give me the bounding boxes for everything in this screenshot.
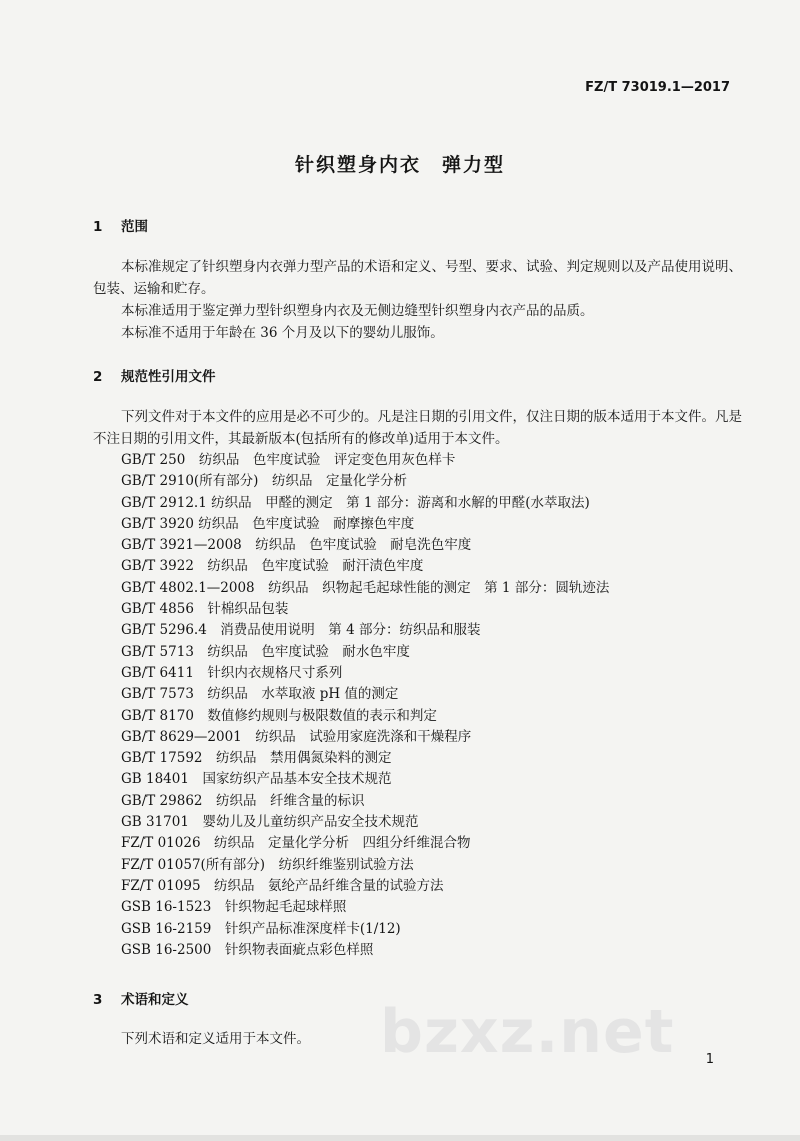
reference-item: GB/T 250 纺织品 色牢度试验 评定变色用灰色样卡 (121, 452, 456, 468)
reference-item: GB 31701 婴幼儿及儿童纺织产品安全技术规范 (121, 814, 419, 831)
reference-item: GB/T 6411 针织内衣规格尺寸系列 (121, 664, 343, 681)
reference-item: GB/T 2912.1 纺织品 甲醛的测定 第 1 部分：游离和水解的甲醛(水萃取法) (121, 494, 590, 511)
reference-item: GB/T 4802.1—2008 纺织品 织物起毛起球性能的测定 第 1 部分：圆轨迹法 (121, 579, 610, 596)
document-number: FZ/T 73019.1—2017 (585, 80, 730, 95)
reference-list (121, 450, 609, 961)
reference-item: GB/T 29862 纺织品 纤维含量的标识 (121, 792, 365, 809)
reference-item: GB/T 2910(所有部分) 纺织品 定量化学分析 (121, 473, 407, 490)
page-bottom-edge (0, 1135, 800, 1141)
reference-item: GB/T 5296.4 消费品使用说明 第 4 部分：纺织品和服装 (121, 622, 481, 639)
section-number: 2 (93, 369, 103, 385)
document-title: 针织塑身内衣 弹力型 (294, 154, 505, 176)
reference-item: GB/T 4856 针棉织品包装 (121, 601, 289, 618)
reference-item: FZ/T 01095 纺织品 氨纶产品纤维含量的试验方法 (121, 877, 444, 894)
reference-item: GB/T 8629—2001 纺织品 试验用家庭洗涤和干燥程序 (121, 728, 472, 745)
paragraph: 下列术语和定义适用于本文件。 (121, 1031, 310, 1047)
reference-item: FZ/T 01057(所有部分) 纺织纤维鉴别试验方法 (121, 856, 414, 873)
reference-item: GB/T 3922 纺织品 色牢度试验 耐汗渍色牢度 (121, 558, 424, 575)
reference-item: GSB 16-2500 针织物表面疵点彩色样照 (121, 941, 374, 958)
paragraph: 下列文件对于本文件的应用是必不可少的。凡是注日期的引用文件，仅注日期的版本适用于本文件。凡是不注日期的引用文件，其最新版本(包括所有的修改单)适用于本文件。 (93, 409, 742, 447)
reference-item: GB/T 5713 纺织品 色牢度试验 耐水色牢度 (121, 643, 410, 660)
section-title: 规范性引用文件 (121, 369, 216, 385)
section-number: 1 (93, 219, 103, 235)
section-number: 3 (93, 992, 103, 1008)
reference-item: GB/T 3921—2008 纺织品 色牢度试验 耐皂洗色牢度 (121, 537, 472, 554)
section-3-heading (93, 988, 189, 1008)
paragraph: 本标准不适用于年龄在 36 个月及以下的婴幼儿服饰。 (121, 325, 444, 341)
section-title: 范围 (121, 219, 148, 235)
reference-item: GSB 16-1523 针织物起毛起球样照 (121, 899, 347, 916)
section-1-heading (93, 215, 148, 235)
paragraph: 本标准规定了针织塑身内衣弹力型产品的术语和定义、号型、要求、试验、判定规则以及产品使用说明、包装、运输和贮存。 (93, 259, 742, 297)
watermark: bzxz.net (380, 997, 675, 1067)
page-number: 1 (705, 1052, 714, 1067)
reference-item: GB/T 17592 纺织品 禁用偶氮染料的测定 (121, 750, 392, 767)
section-2-heading (93, 365, 216, 385)
reference-item: GB 18401 国家纺织产品基本安全技术规范 (121, 771, 392, 788)
reference-item: GSB 16-2159 针织产品标准深度样卡(1/12) (121, 920, 401, 937)
reference-item: GB/T 7573 纺织品 水萃取液 pH 值的测定 (121, 686, 399, 703)
reference-item: GB/T 8170 数值修约规则与极限数值的表示和判定 (121, 707, 437, 724)
paragraph: 本标准适用于鉴定弹力型针织塑身内衣及无侧边缝型针织塑身内衣产品的品质。 (121, 303, 594, 319)
reference-item: GB/T 3920 纺织品 色牢度试验 耐摩擦色牢度 (121, 515, 415, 532)
reference-item: FZ/T 01026 纺织品 定量化学分析 四组分纤维混合物 (121, 835, 471, 852)
section-title: 术语和定义 (121, 992, 189, 1008)
